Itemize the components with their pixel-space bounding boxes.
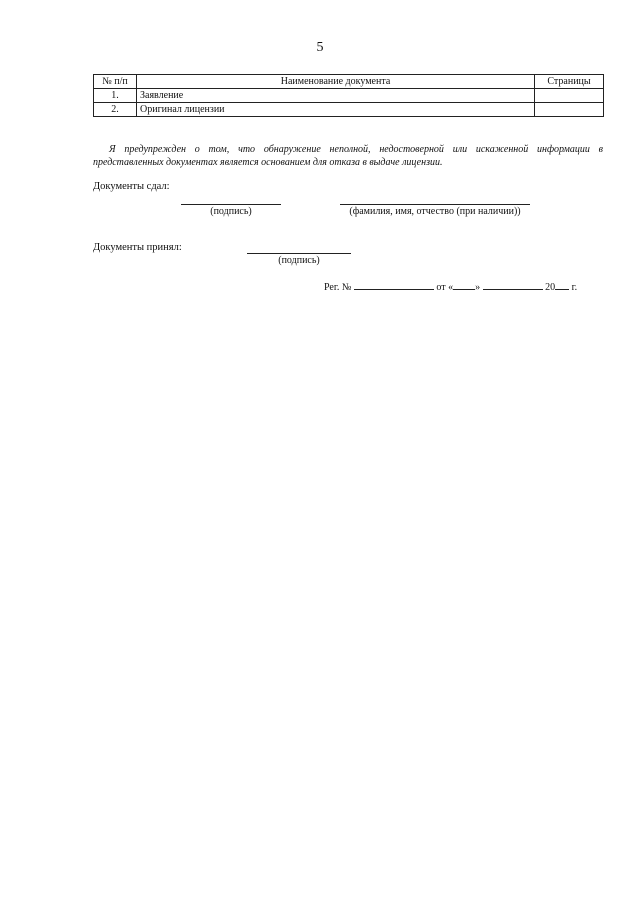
warning-paragraph: Я предупрежден о том, что обнаружение неполной, недостоверной или искаженной информации в представленных документах является основанием для отказа в выдаче лицензии.	[93, 144, 603, 168]
page-number: 5	[316, 40, 324, 55]
year-suffix: г.	[571, 282, 578, 293]
month-blank	[483, 280, 543, 290]
row-pages	[535, 103, 604, 117]
row-document-name: Оригинал лицензии	[137, 103, 535, 117]
submitted-name-caption: (фамилия, имя, отчество (при наличии))	[349, 206, 521, 217]
accepted-label: Документы принял:	[93, 242, 182, 253]
header-pages: Страницы	[535, 75, 604, 89]
reg-number-blank	[354, 280, 434, 290]
header-document-name: Наименование документа	[137, 75, 535, 89]
submitted-signature-caption: (подпись)	[210, 206, 252, 217]
year-blank	[555, 280, 569, 290]
registration-line	[324, 280, 577, 293]
row-pages	[535, 89, 604, 103]
table-header-row	[94, 75, 604, 89]
accepted-signature-caption: (подпись)	[278, 255, 320, 266]
submitted-label: Документы сдал:	[93, 181, 170, 192]
row-number: 1.	[94, 89, 137, 103]
table-row	[94, 103, 604, 117]
table-row	[94, 89, 604, 103]
from-label: от «	[436, 282, 454, 293]
year-prefix: 20	[545, 282, 556, 293]
documents-table	[93, 74, 604, 117]
row-document-name: Заявление	[137, 89, 535, 103]
row-number: 2.	[94, 103, 137, 117]
header-number: № п/п	[94, 75, 137, 89]
submitted-signature-line	[181, 204, 281, 205]
reg-label: Рег. №	[324, 282, 352, 293]
day-blank	[453, 280, 475, 290]
accepted-signature-line	[247, 253, 351, 254]
submitted-name-line	[340, 204, 530, 205]
quote-close: »	[475, 282, 481, 293]
